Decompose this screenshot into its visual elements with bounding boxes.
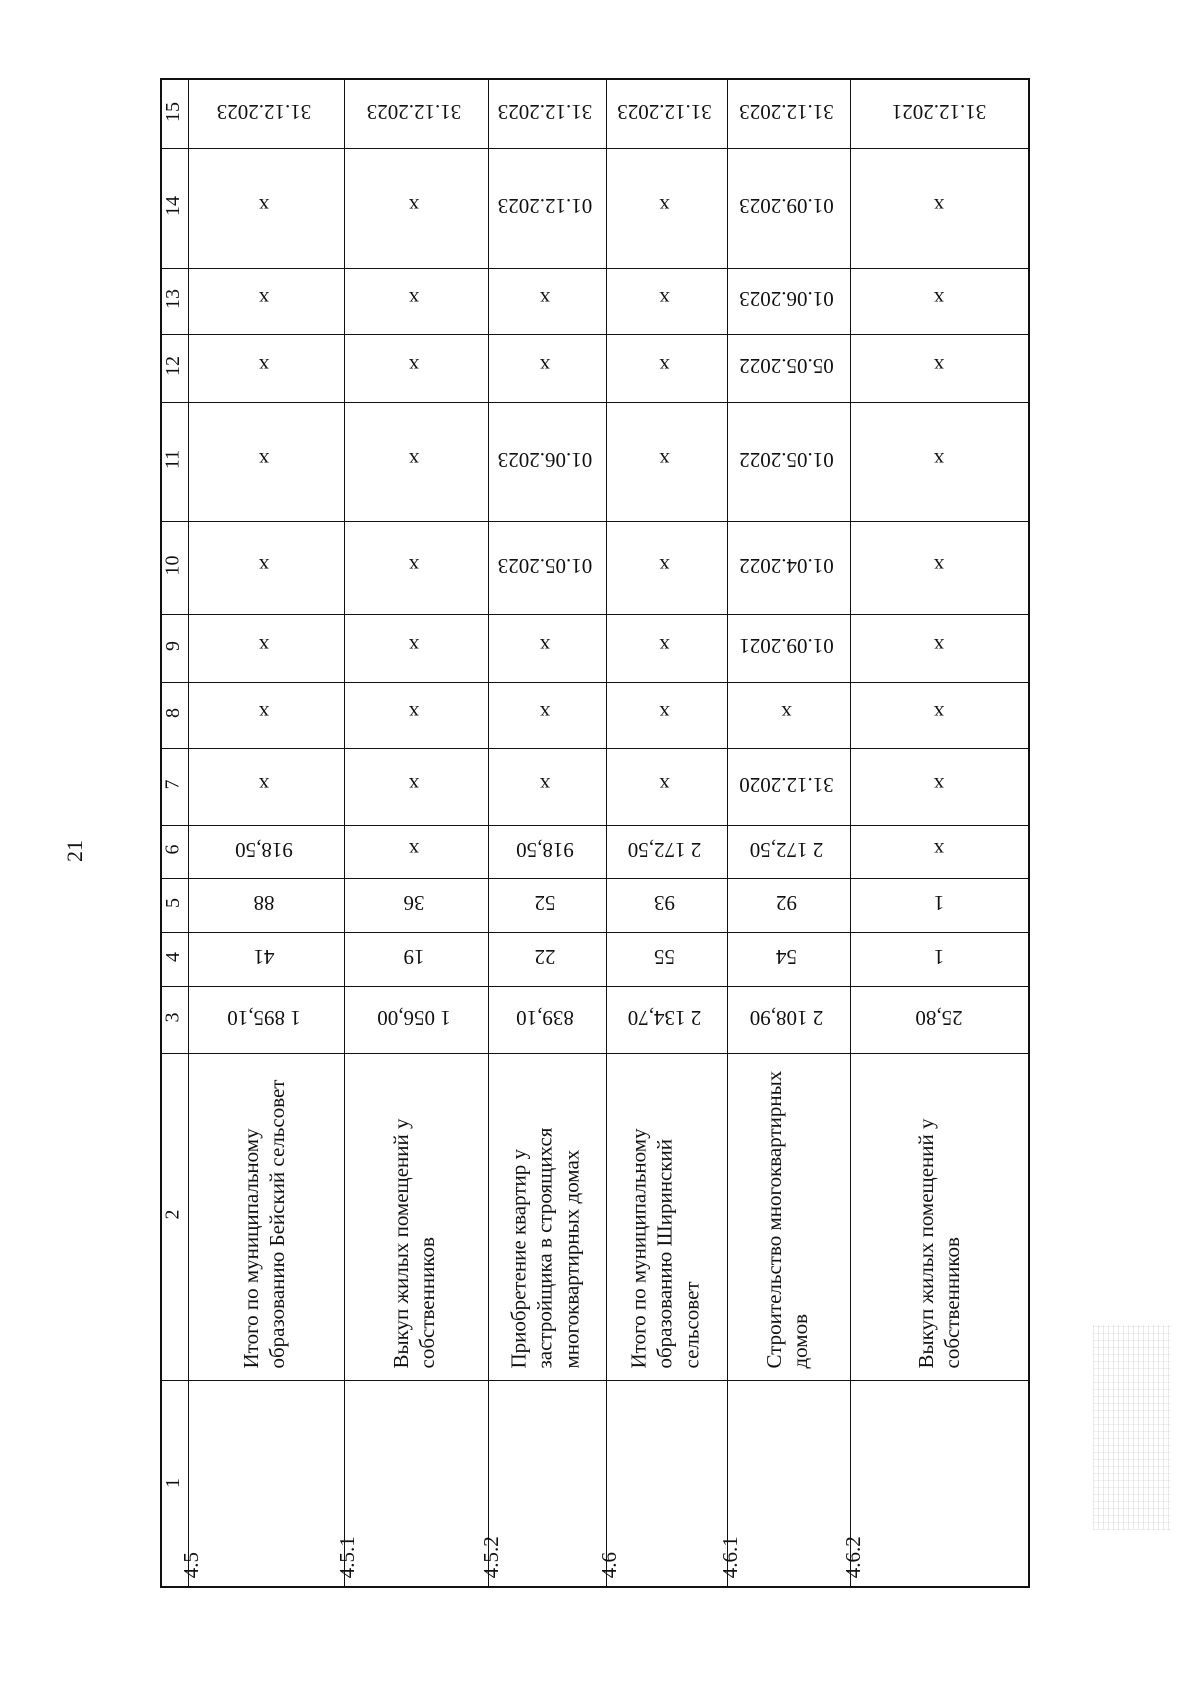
cell-c14: x (933, 194, 945, 219)
cell-c7: 31.12.2020 (739, 773, 834, 797)
row-name-cell (725, 1051, 848, 1378)
cell-c7: x (659, 773, 670, 797)
row-code-cell (717, 1378, 848, 1588)
cell-c4: 1 (933, 945, 945, 970)
row-code-text: 4.6 (596, 1551, 621, 1578)
cell-c13: 01.06.2023 (739, 287, 834, 312)
row-name-cell (604, 1051, 725, 1378)
cell-c12: x (258, 354, 270, 379)
cell-c8: x (539, 701, 551, 726)
cell-c9: 01.09.2021 (739, 634, 834, 659)
cell-c15: 31.12.2021 (891, 100, 987, 125)
data-table (160, 78, 1030, 1588)
column-number-10: 10 (161, 555, 184, 576)
cell-c5: 88 (253, 891, 275, 916)
cell-c10: x (659, 554, 670, 578)
cell-c8: x (781, 701, 792, 726)
cell-c6: 918,50 (235, 838, 293, 862)
cell-c7: x (933, 773, 945, 797)
cell-c4: 22 (534, 945, 556, 970)
row-code-cell (840, 1378, 1030, 1588)
cell-c15: 31.12.2023 (739, 100, 834, 125)
cell-c5: 1 (933, 891, 945, 916)
cell-c13: x (539, 287, 551, 312)
cell-c15: 31.12.2023 (366, 100, 462, 125)
cell-c5: 36 (403, 891, 425, 916)
row-name-text: Итого по муниципальному образованию Бейский сельсовет (238, 1079, 289, 1368)
column-number-5: 5 (161, 898, 184, 908)
cell-c6: x (933, 838, 945, 862)
cell-c9: x (539, 634, 551, 659)
cell-c11: x (659, 448, 670, 472)
cell-c12: x (659, 354, 670, 379)
row-name-cell (186, 1051, 342, 1378)
column-number-9: 9 (161, 641, 184, 651)
row-name-text: Выкуп жилых помещений у собственников (388, 1117, 439, 1368)
cell-c12: 05.05.2022 (739, 354, 834, 379)
cell-c4: 55 (654, 945, 675, 970)
cell-c3: 2 108,90 (749, 1006, 824, 1030)
column-number-8: 8 (161, 708, 184, 718)
row-name-cell (848, 1051, 1030, 1378)
row-code-text: 4.6.1 (717, 1536, 742, 1578)
column-number-12: 12 (161, 356, 184, 376)
page-number: 21 (62, 840, 87, 862)
column-number-11: 11 (161, 449, 184, 470)
cell-c11: x (258, 448, 270, 472)
cell-c10: x (933, 554, 945, 578)
row-name-text: Строительство многоквартирных домов (761, 1070, 812, 1368)
cell-c6: 918,50 (516, 838, 574, 862)
column-number-13: 13 (161, 289, 184, 309)
cell-c12: x (539, 354, 551, 379)
cell-c15: 31.12.2023 (497, 100, 593, 125)
cell-c6: 2 172,50 (627, 838, 702, 862)
row-name-text: Приобретение квартир у застройщика в строящихся многоквартирных домах (506, 1127, 584, 1368)
row-code-text: 4.6.2 (840, 1536, 865, 1578)
cell-c13: x (408, 287, 420, 312)
cell-c15: 31.12.2023 (617, 100, 712, 125)
cell-c15: 31.12.2023 (216, 100, 312, 125)
column-number-4: 4 (161, 952, 184, 962)
scan-stamp (1093, 1325, 1171, 1530)
cell-c14: x (659, 194, 670, 219)
cell-c14: x (408, 194, 420, 219)
cell-c6: 2 172,50 (749, 838, 824, 862)
cell-c13: x (933, 287, 945, 312)
cell-c7: x (408, 773, 420, 797)
cell-c13: x (659, 287, 670, 312)
cell-c14: 01.09.2023 (739, 194, 834, 219)
column-number-15: 15 (161, 102, 184, 122)
column-number-2: 2 (161, 1209, 184, 1220)
cell-c10: 01.04.2022 (739, 554, 834, 578)
row-name-text: Выкуп жилых помещений у собственников (913, 1117, 964, 1368)
cell-c11: x (933, 448, 945, 472)
cell-c9: x (408, 634, 420, 659)
cell-c10: 01.05.2023 (497, 554, 593, 578)
cell-c9: x (659, 634, 670, 659)
cell-c10: x (408, 554, 420, 578)
cell-c7: x (539, 773, 551, 797)
cell-c12: x (408, 354, 420, 379)
cell-c5: 52 (534, 891, 556, 916)
row-code-cell (478, 1378, 604, 1588)
cell-c13: x (258, 287, 270, 312)
cell-c14: x (258, 194, 270, 219)
cell-c9: x (933, 634, 945, 659)
row-code-text: 4.5.1 (334, 1536, 359, 1578)
row-code-text: 4.5 (178, 1551, 203, 1578)
column-number-6: 6 (161, 844, 184, 855)
row-code-cell (596, 1378, 725, 1588)
cell-c5: 92 (776, 891, 797, 916)
cell-c4: 41 (253, 945, 275, 970)
cell-c3: 25,80 (915, 1006, 963, 1030)
cell-c11: 01.06.2023 (497, 448, 593, 472)
cell-c4: 54 (776, 945, 797, 970)
column-number-7: 7 (161, 779, 184, 790)
row-name-cell (342, 1051, 486, 1378)
cell-c4: 19 (403, 945, 425, 970)
cell-c9: x (258, 634, 270, 659)
cell-c3: 2 134,70 (627, 1006, 702, 1030)
cell-c5: 93 (654, 891, 675, 916)
cell-c3: 839,10 (516, 1006, 574, 1030)
cell-c6: x (408, 838, 420, 862)
cell-c3: 1 056,00 (377, 1006, 451, 1030)
cell-c3: 1 895,10 (227, 1006, 301, 1030)
cell-c8: x (258, 701, 270, 726)
row-code-cell (334, 1378, 486, 1588)
cell-c8: x (408, 701, 420, 726)
row-name-cell (486, 1051, 604, 1378)
cell-c8: x (659, 701, 670, 726)
cell-c12: x (933, 354, 945, 379)
row-code-text: 4.5.2 (478, 1536, 503, 1578)
cell-c8: x (933, 701, 945, 726)
column-number-3: 3 (161, 1012, 184, 1023)
cell-c14: 01.12.2023 (497, 194, 593, 219)
column-number-14: 14 (161, 196, 184, 216)
cell-c7: x (258, 773, 270, 797)
row-name-text: Итого по муниципальному образованию Ширинский сельсовет (626, 1127, 703, 1368)
cell-c10: x (258, 554, 270, 578)
cell-c11: 01.05.2022 (739, 448, 834, 472)
cell-c11: x (408, 448, 420, 472)
column-number-1: 1 (161, 1478, 184, 1488)
row-code-cell (178, 1378, 342, 1588)
